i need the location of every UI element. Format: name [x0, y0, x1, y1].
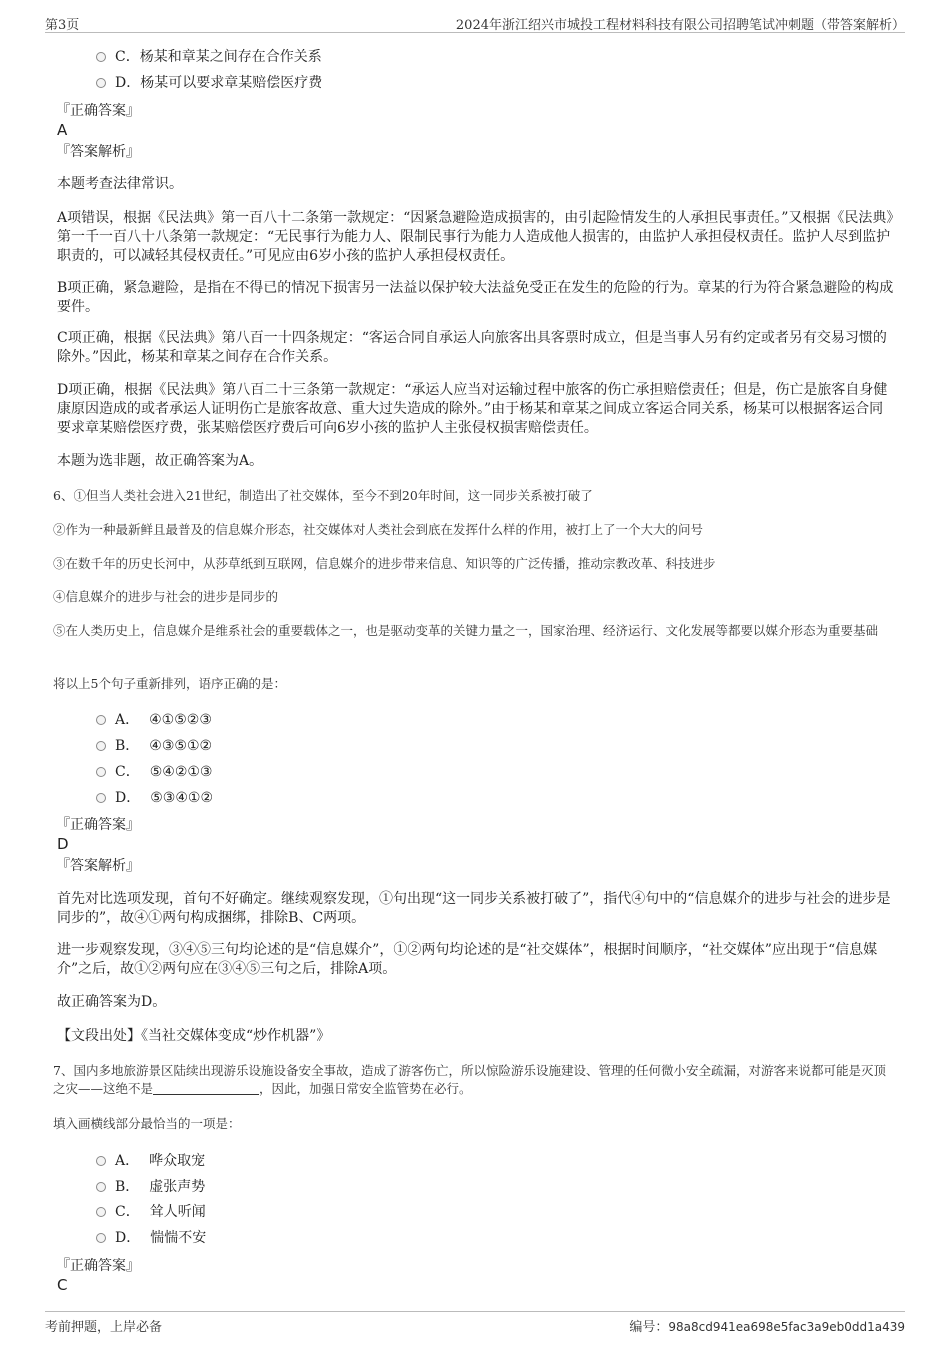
answer-label: 『正确答案』: [56, 817, 140, 833]
analysis-paragraph: 首先对比选项发现，首句不好确定。继续观察发现，①句出现“这一同步关系被打破了”，指代④句中的“信息媒介的进步与社会的进步是同步的”，故④①两句构成捆绑，排除B、C两项。: [57, 891, 891, 926]
analysis-paragraph: 进一步观察发现，③④⑤三句均论述的是“信息媒介”，①②两句均论述的是“社交媒体”，根据时间顺序，“社交媒体”应出现于“信息媒介”之后，故①②两句应在③④⑤三句之后，排除A项。: [57, 942, 878, 977]
question-sentence: ②作为一种最新鲜且最普及的信息媒介形态，社交媒体对人类社会到底在发挥什么样的作用，被打上了一个大大的问号: [53, 522, 704, 537]
option-a[interactable]: A． 哗众取宠: [96, 1152, 205, 1170]
radio-icon[interactable]: [96, 1207, 106, 1217]
option-c[interactable]: C．杨某和章某之间存在合作关系: [96, 48, 322, 66]
page-header: [45, 12, 905, 33]
answer-label: 『正确答案』: [56, 1258, 140, 1274]
document-title: 2024年浙江绍兴市城投工程材料科技有限公司招聘笔试冲刺题（带答案解析）: [455, 18, 905, 33]
radio-icon[interactable]: [96, 741, 106, 751]
analysis-paragraph: A项错误，根据《民法典》第一百八十二条第一款规定：“因紧急避险造成损害的，由引起险情发生的人承担民事责任。”又根据《民法典》第一千一百八十八条第一款规定：“无民事行为能力人、限制民事行为能力人造成他人损害的，由监护人承担侵权责任。监护人尽到监护职责的，可以减轻其侵权责任。”可见应由6岁小孩的监护人承担侵权责任。: [57, 210, 894, 264]
radio-icon[interactable]: [96, 1233, 106, 1243]
option-d[interactable]: D．杨某可以要求章某赔偿医疗费: [96, 74, 322, 92]
question-prompt: 填入画横线部分最恰当的一项是：: [53, 1116, 241, 1131]
analysis-paragraph: 本题考查法律常识。: [57, 176, 183, 192]
option-c[interactable]: C． 耸人听闻: [96, 1203, 206, 1221]
radio-icon[interactable]: [96, 78, 106, 88]
page-number: 第3页: [45, 18, 80, 33]
radio-icon[interactable]: [96, 793, 106, 803]
radio-icon[interactable]: [96, 1182, 106, 1192]
fill-in-blank: [153, 1082, 259, 1095]
option-d[interactable]: D． 惴惴不安: [96, 1229, 206, 1247]
answer-value: A: [57, 121, 68, 139]
answer-value: D: [57, 835, 69, 853]
radio-icon[interactable]: [96, 715, 106, 725]
question-prompt: 将以上5个句子重新排列，语序正确的是：: [53, 676, 286, 691]
option-d[interactable]: D． ⑤③④①②: [96, 789, 213, 807]
analysis-paragraph: D项正确，根据《民法典》第八百二十三条第一款规定：“承运人应当对运输过程中旅客的伤亡承担赔偿责任；但是，伤亡是旅客自身健康原因造成的或者承运人证明伤亡是旅客故意、重大过失造成的除外。”由于杨某和章某之间成立客运合同关系，杨某可以根据客运合同要求章某赔偿医疗费，张某赔偿医疗费后可向6岁小孩的监护人主张侵权损害赔偿责任。: [57, 382, 888, 436]
radio-icon[interactable]: [96, 1156, 106, 1166]
answer-value: C: [57, 1276, 68, 1294]
option-a[interactable]: A． ④①⑤②③: [96, 711, 212, 729]
analysis-label: 『答案解析』: [56, 144, 140, 160]
footer-slogan: 考前押题，上岸必备: [45, 1320, 163, 1335]
document-code: 编号：98a8cd941ea698e5fac3a9eb0dd1a439: [629, 1320, 905, 1335]
question-sentence: 6、①但当人类社会进入21世纪，制造出了社交媒体，至今不到20年时间，这一同步关系被打破了: [53, 488, 593, 503]
option-c[interactable]: C． ⑤④②①③: [96, 763, 212, 781]
question-sentence: ⑤在人类历史上，信息媒介是维系社会的重要载体之一，也是驱动变革的关键力量之一，国家治理、经济运行、文化发展等都要以媒介形态为重要基础: [53, 623, 879, 638]
analysis-conclusion: 故正确答案为D。: [57, 994, 167, 1010]
radio-icon[interactable]: [96, 52, 106, 62]
option-b[interactable]: B． 虚张声势: [96, 1178, 205, 1196]
analysis-label: 『答案解析』: [56, 858, 140, 874]
analysis-conclusion: 本题为选非题，故正确答案为A。: [57, 453, 264, 469]
question-sentence: ③在数千年的历史长河中，从莎草纸到互联网，信息媒介的进步带来信息、知识等的广泛传播，推动宗教改革、科技进步: [53, 556, 716, 571]
radio-icon[interactable]: [96, 767, 106, 777]
option-b[interactable]: B． ④③⑤①②: [96, 737, 212, 755]
analysis-paragraph: B项正确，紧急避险，是指在不得已的情况下损害另一法益以保护较大法益免受正在发生的危险的行为。章某的行为符合紧急避险的构成要件。: [57, 280, 894, 315]
page-footer: [45, 1311, 905, 1338]
question-sentence: ④信息媒介的进步与社会的进步是同步的: [53, 589, 279, 604]
answer-label: 『正确答案』: [56, 103, 140, 119]
source-citation: 【文段出处】《当社交媒体变成“炒作机器”》: [57, 1028, 331, 1044]
question-stem: 7、国内多地旅游景区陆续出现游乐设施设备安全事故，造成了游客伤亡，所以惊险游乐设施建设、管理的任何微小安全疏漏，对游客来说都可能是灭顶之灾——这绝不是 ，因此，加强日常安全监管势在必行。: [53, 1063, 886, 1096]
analysis-paragraph: C项正确，根据《民法典》第八百一十四条规定：“客运合同自承运人向旅客出具客票时成立，但是当事人另有约定或者另有交易习惯的除外。”因此，杨某和章某之间存在合作关系。: [57, 330, 887, 365]
